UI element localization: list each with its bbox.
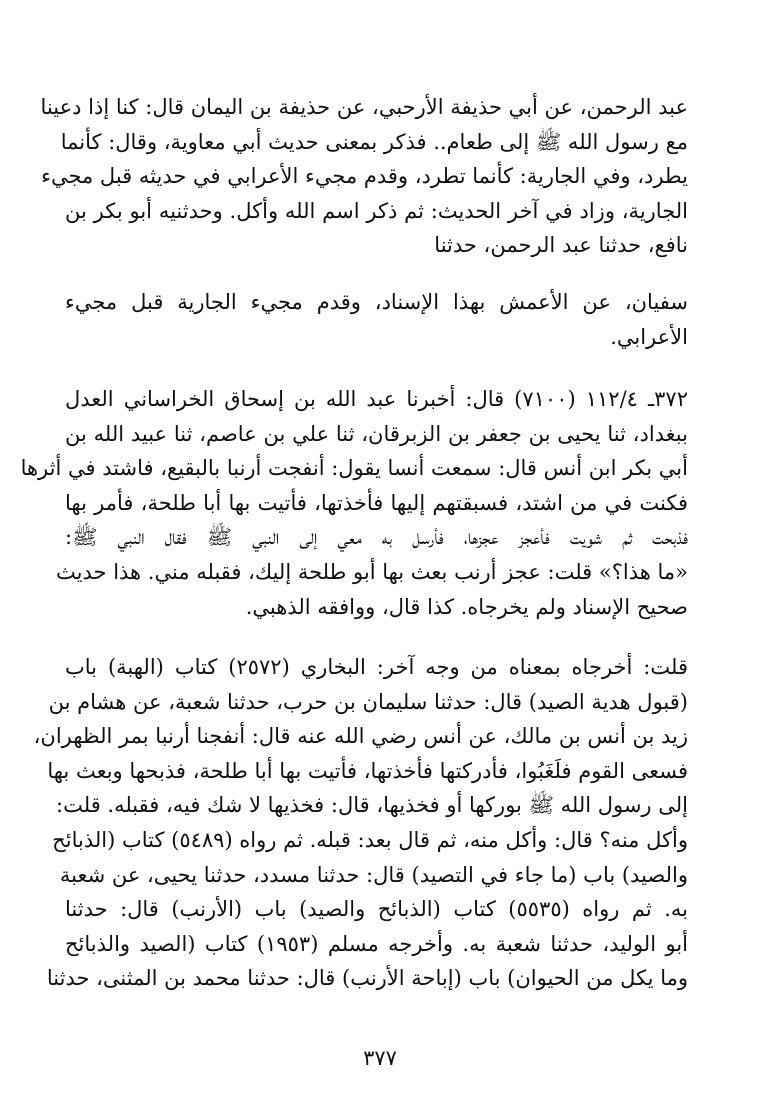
paragraph-hadith-372 (20, 382, 688, 624)
text-line: به. ثم رواه (٥٥٣٥) كتاب (الذبائح والصيد) باب (الأرنب) قال: حدثنا (65, 897, 688, 922)
text-line: زيد بن أنس بن مالك، عن أنس رضي الله عنه قال: أنفجنا أرنبا بمر الظهران، (33, 724, 688, 749)
text-line: أبي بكر ابن أنس قال: سمعت أنسا يقول: أنفجت أرنبا بالبقيع، فاشتد في أثرها (20, 456, 688, 481)
text-line: ببغداد، ثنا يحيى بن جعفر بن الزبرقان، ثنا علي بن عاصم، ثنا عبيد الله بن (65, 421, 688, 446)
text-line: قلت: أخرجاه بمعناه من وجه آخر: البخاري (٢٥٧٢) كتاب (الهبة) باب (65, 655, 688, 679)
text-line: وأكل منه؟ قال: وأكل منه، ثم قال بعد: قبله. ثم رواه (٥٤٨٩) كتاب (الذبائح (52, 827, 688, 852)
text-line: الجارية، وزاد في آخر الحديث: ثم ذكر اسم الله وأكل. وحدثنيه أبو بكر بن (65, 198, 688, 223)
text-line: (قبول هدية الصيد) قال: حدثنا سليمان بن حرب، حدثنا شعبة، عن هشام بن (48, 689, 688, 714)
text-line: أبو الوليد، حدثنا شعبة به. وأخرجه مسلم (١٩٥٣) كتاب (الصيد والذبائح (65, 931, 688, 956)
paragraph-1 (40, 90, 688, 263)
text-line: نافع، حدثنا عبد الرحمن، حدثنا (434, 233, 688, 258)
paragraph-commentary (33, 650, 688, 996)
text-line: صحيح الإسناد ولم يخرجاه. كذا قال، ووافقه الذهبي. (245, 594, 688, 619)
text-line: مع رسول الله ﷺ إلى طعام.. فذكر بمعنى حديث أبي معاوية، وقال: كأنما (60, 129, 688, 154)
page-number: ٣٧٧ (363, 1046, 397, 1070)
text-line: والصيد) باب (ما جاء في التصيد) قال: حدثنا مسدد، حدثنا يحيى، عن شعبة (59, 862, 688, 887)
text-line: فسعى القوم فلَغَبُوا، فأدركتها فأخذتها، فأتيت بها أبا طلحة، فذبحها وبعث بها (47, 758, 688, 783)
text-line: «ما هذا؟» قلت: عجز أرنب بعث بها أبو طلحة إليك، فقبله مني. هذا حديث (56, 559, 688, 584)
text-line: فكنت في من اشتد، فسبقتهم إليها فأخذتها، فأتيت بها أبا طلحة، فأمر بها (65, 490, 688, 515)
text-line: ٣٧٢ـ ١١٢/٤ (٧١٠٠) قال: أخبرنا عبد الله بن إسحاق الخراساني العدل (65, 387, 688, 411)
text-line: إلى رسول الله ﷺ بوركها أو فخذيها، قال: فخذيها لا شك فيه، فقبله. قلت: (56, 793, 688, 818)
paragraph-2 (65, 285, 688, 354)
text-line: عبد الرحمن، عن أبي حذيفة الأرحبي، عن حذيفة بن اليمان قال: كنا إذا دعينا (40, 95, 688, 119)
text-line: وما يكل من الحيوان) باب (إباحة الأرنب) قال: حدثنا محمد بن المثنى، حدثنا (46, 966, 688, 991)
text-line: الأعرابي. (610, 324, 688, 349)
text-line: سفيان، عن الأعمش بهذا الإسناد، وقدم مجيء الجارية قبل مجيء (65, 290, 688, 314)
text-line: يطرد، وفي الجارية: كأنما تطرد، وقدم مجيء الأعرابي في حديثه قبل مجيء (41, 164, 688, 189)
text-line: فذبحت ثم شويت فأعجز عجزها، فأرسل به معي إلى النبي ﷺ فقال النبي ﷺ: (65, 525, 688, 550)
